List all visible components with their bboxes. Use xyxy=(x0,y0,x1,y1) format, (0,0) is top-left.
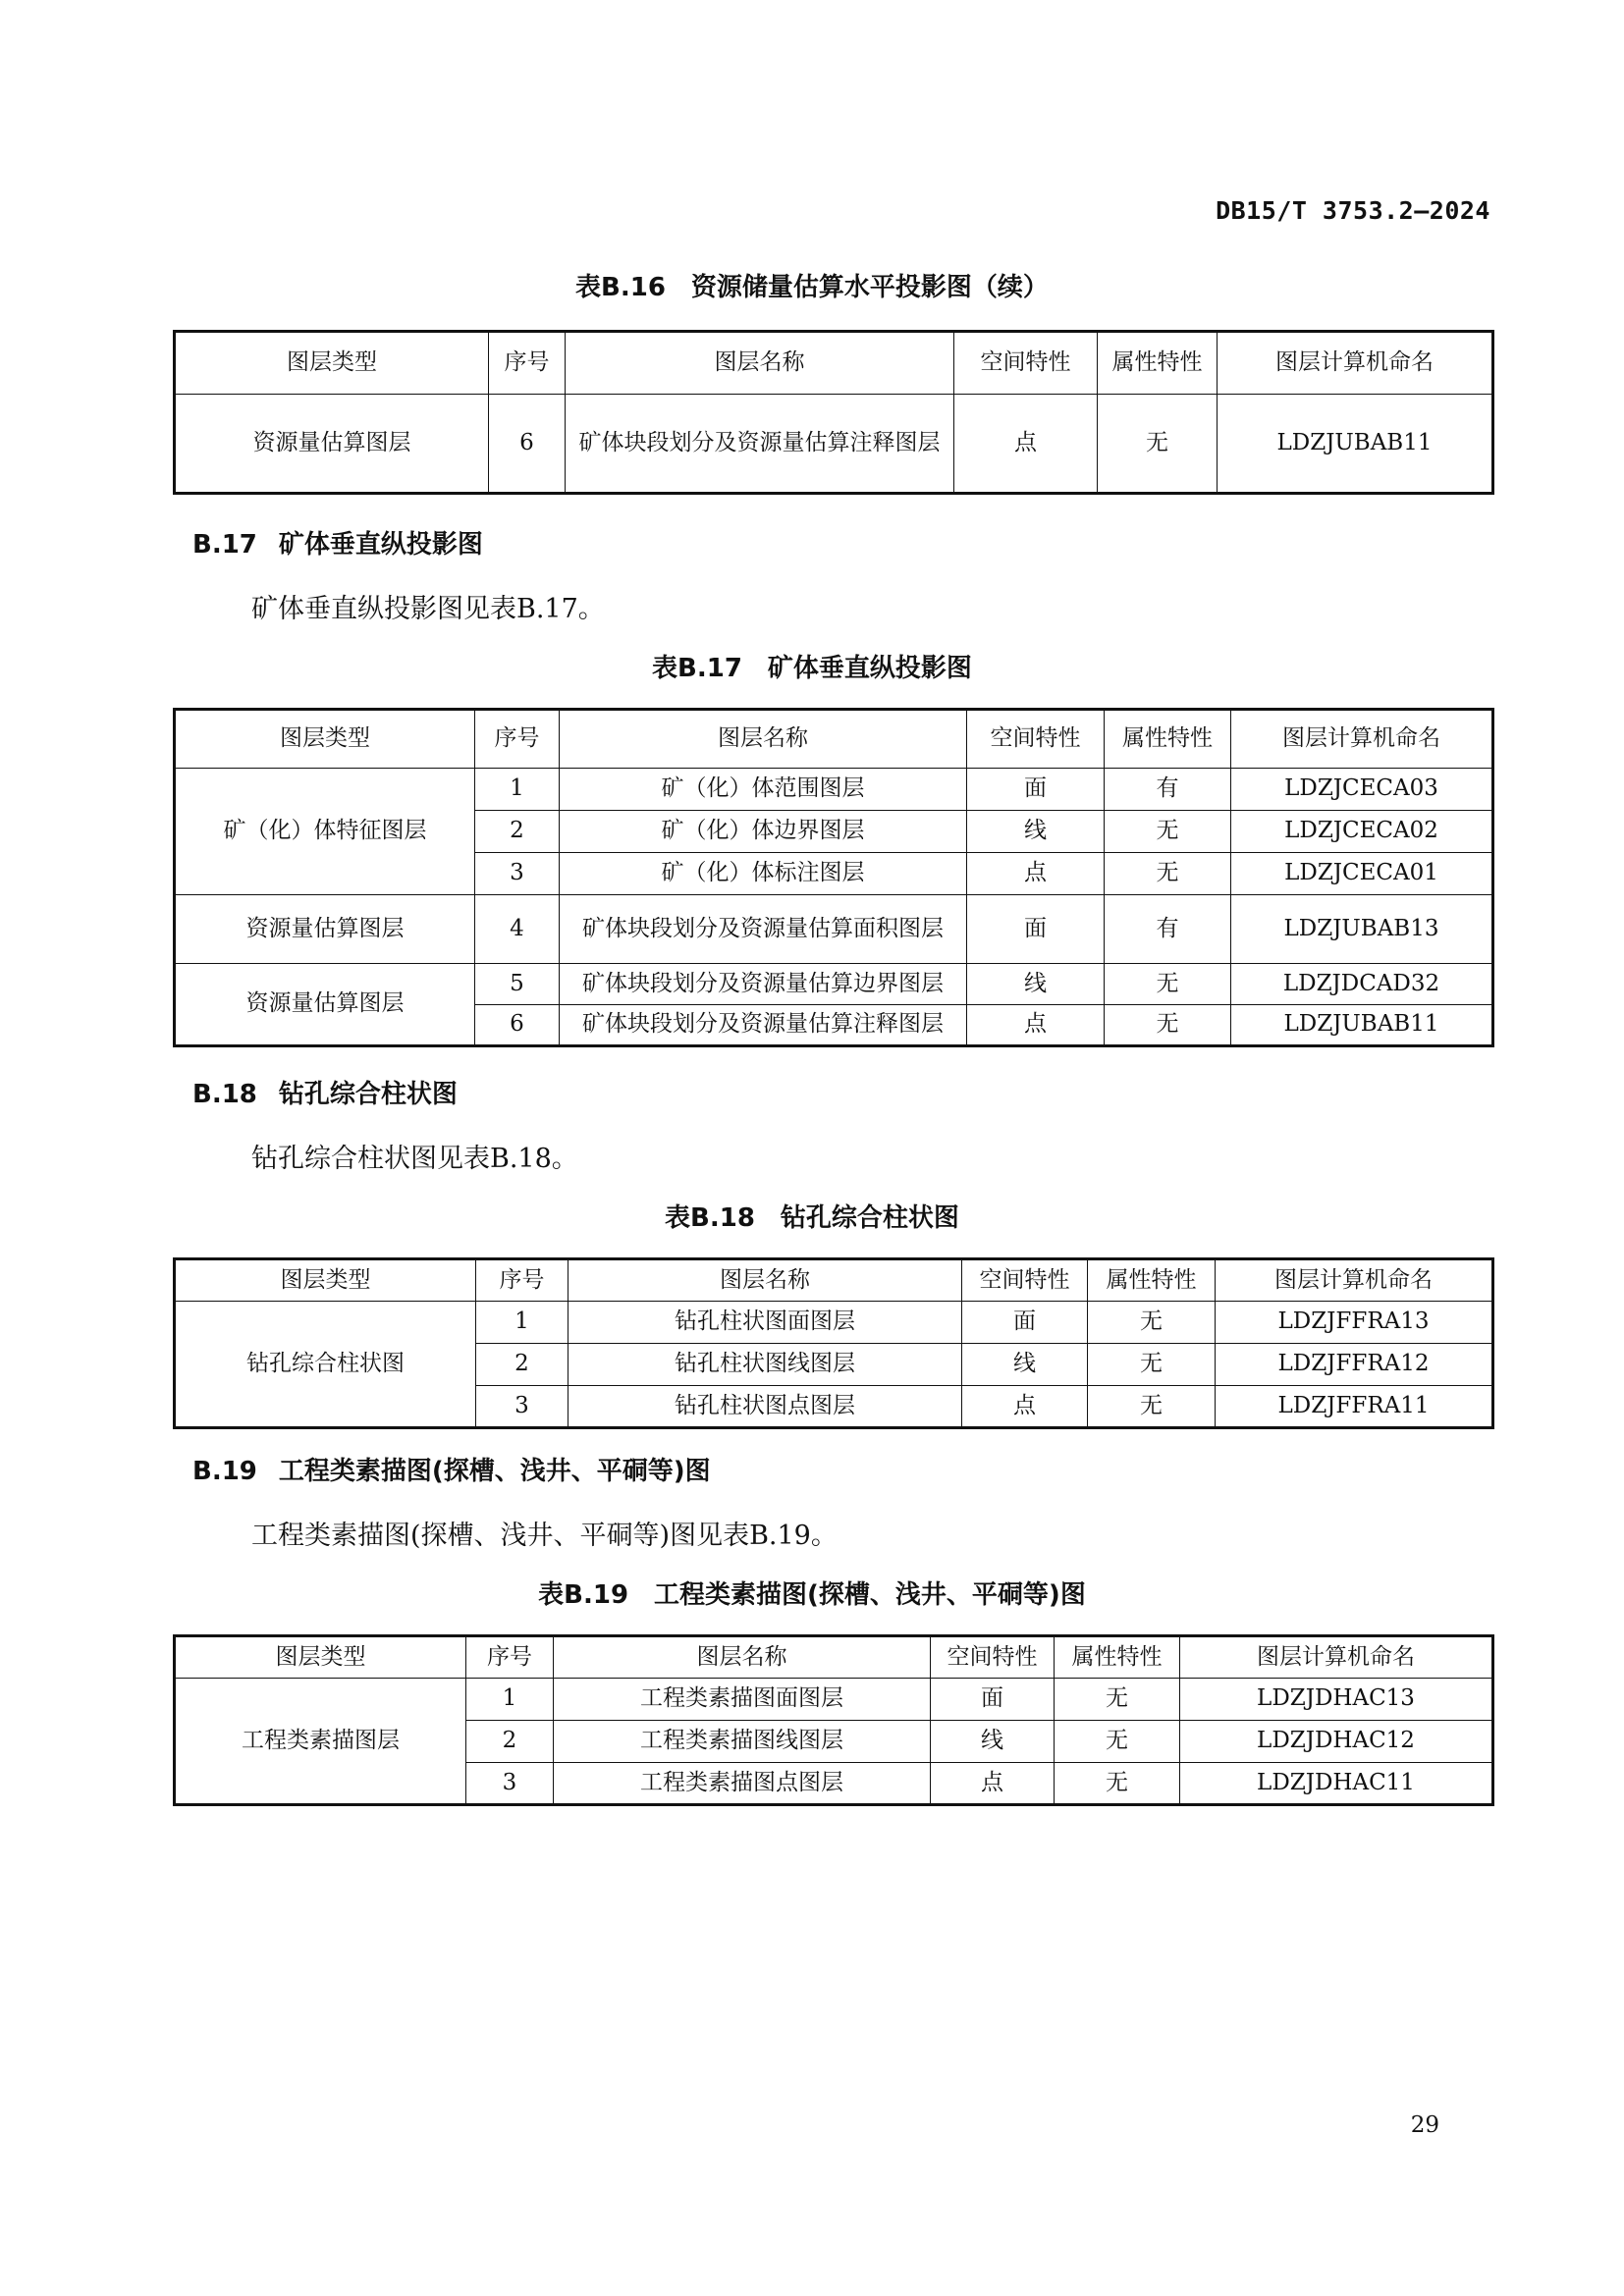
cell-attribute: 无 xyxy=(1055,1679,1180,1721)
cell-attribute: 无 xyxy=(1055,1763,1180,1805)
cell-seq: 3 xyxy=(466,1763,554,1805)
cell-computer-name: LDZJDHAC11 xyxy=(1180,1763,1493,1805)
header-computer-name: 图层计算机命名 xyxy=(1231,710,1493,769)
table-b19 xyxy=(173,1634,1494,1806)
cell-seq: 2 xyxy=(475,811,560,853)
cell-computer-name: LDZJDHAC13 xyxy=(1180,1679,1493,1721)
cell-computer-name: LDZJUBAB13 xyxy=(1231,895,1493,964)
cell-seq: 2 xyxy=(476,1344,568,1386)
header-spatial: 空间特性 xyxy=(954,332,1098,395)
cell-spatial: 线 xyxy=(962,1344,1088,1386)
header-spatial: 空间特性 xyxy=(967,710,1105,769)
cell-attribute: 无 xyxy=(1105,811,1231,853)
cell-spatial: 点 xyxy=(967,1005,1105,1046)
cell-attribute: 无 xyxy=(1088,1344,1216,1386)
table-header-row xyxy=(175,1636,1493,1679)
cell-layer-name: 工程类素描图线图层 xyxy=(554,1721,931,1763)
cell-seq: 3 xyxy=(476,1386,568,1428)
cell-layer-type: 资源量估算图层 xyxy=(175,895,475,964)
cell-attribute: 有 xyxy=(1105,769,1231,811)
section-b18-heading xyxy=(192,1074,458,1110)
header-computer-name: 图层计算机命名 xyxy=(1180,1636,1493,1679)
cell-layer-name: 钻孔柱状图点图层 xyxy=(568,1386,962,1428)
section-b19-paragraph: 工程类素描图(探槽、浅井、平硐等)图见表B.19。 xyxy=(251,1521,838,1551)
cell-layer-name: 工程类素描图面图层 xyxy=(554,1679,931,1721)
cell-layer-name: 矿体块段划分及资源量估算注释图层 xyxy=(566,395,954,494)
table-row xyxy=(175,769,1493,811)
section-b17-heading xyxy=(192,524,483,561)
cell-computer-name: LDZJCECA03 xyxy=(1231,769,1493,811)
header-seq: 序号 xyxy=(489,332,566,395)
section-b17-paragraph: 矿体垂直纵投影图见表B.17。 xyxy=(251,594,605,624)
table-b18 xyxy=(173,1257,1494,1429)
cell-spatial: 点 xyxy=(931,1763,1055,1805)
header-attribute: 属性特性 xyxy=(1098,332,1218,395)
cell-seq: 1 xyxy=(476,1302,568,1344)
table-header-row xyxy=(175,1259,1493,1302)
cell-attribute: 无 xyxy=(1055,1721,1180,1763)
header-spatial: 空间特性 xyxy=(931,1636,1055,1679)
cell-spatial: 点 xyxy=(954,395,1098,494)
cell-layer-type: 资源量估算图层 xyxy=(175,964,475,1046)
cell-computer-name: LDZJCECA01 xyxy=(1231,853,1493,895)
table-row xyxy=(175,964,1493,1005)
cell-seq: 6 xyxy=(475,1005,560,1046)
cell-layer-type: 钻孔综合柱状图 xyxy=(175,1302,476,1428)
section-number: B.19 xyxy=(192,1457,257,1486)
cell-seq: 1 xyxy=(475,769,560,811)
cell-computer-name: LDZJDHAC12 xyxy=(1180,1721,1493,1763)
cell-layer-name: 矿体块段划分及资源量估算边界图层 xyxy=(560,964,967,1005)
cell-spatial: 线 xyxy=(967,964,1105,1005)
cell-spatial: 线 xyxy=(967,811,1105,853)
section-title: 矿体垂直纵投影图 xyxy=(278,530,483,560)
table-row xyxy=(175,1302,1493,1344)
section-title: 工程类素描图(探槽、浅井、平硐等)图 xyxy=(278,1457,711,1486)
header-layer-name: 图层名称 xyxy=(568,1259,962,1302)
table-b17-caption: 表B.17 矿体垂直纵投影图 xyxy=(652,654,972,683)
cell-computer-name: LDZJFFRA12 xyxy=(1216,1344,1493,1386)
cell-attribute: 无 xyxy=(1105,853,1231,895)
cell-spatial: 点 xyxy=(967,853,1105,895)
table-b16-caption: 表B.16 资源储量估算水平投影图（续） xyxy=(575,273,1049,302)
cell-seq: 2 xyxy=(466,1721,554,1763)
cell-layer-type: 矿（化）体特征图层 xyxy=(175,769,475,895)
header-computer-name: 图层计算机命名 xyxy=(1218,332,1493,395)
cell-layer-type: 资源量估算图层 xyxy=(175,395,489,494)
cell-layer-name: 矿体块段划分及资源量估算面积图层 xyxy=(560,895,967,964)
header-computer-name: 图层计算机命名 xyxy=(1216,1259,1493,1302)
cell-seq: 3 xyxy=(475,853,560,895)
table-header-row xyxy=(175,710,1493,769)
table-header-row xyxy=(175,332,1493,395)
header-attribute: 属性特性 xyxy=(1105,710,1231,769)
header-attribute: 属性特性 xyxy=(1088,1259,1216,1302)
page-number: 29 xyxy=(1410,2112,1439,2138)
cell-layer-name: 钻孔柱状图面图层 xyxy=(568,1302,962,1344)
cell-seq: 5 xyxy=(475,964,560,1005)
cell-attribute: 无 xyxy=(1098,395,1218,494)
table-row xyxy=(175,895,1493,964)
cell-layer-name: 矿（化）体边界图层 xyxy=(560,811,967,853)
cell-seq: 6 xyxy=(489,395,566,494)
section-number: B.18 xyxy=(192,1080,257,1109)
table-row xyxy=(175,1679,1493,1721)
header-seq: 序号 xyxy=(475,710,560,769)
cell-attribute: 无 xyxy=(1105,964,1231,1005)
table-b16 xyxy=(173,330,1494,495)
cell-layer-name: 钻孔柱状图线图层 xyxy=(568,1344,962,1386)
header-layer-type: 图层类型 xyxy=(175,1259,476,1302)
cell-layer-name: 工程类素描图点图层 xyxy=(554,1763,931,1805)
cell-layer-type: 工程类素描图层 xyxy=(175,1679,466,1805)
cell-attribute: 有 xyxy=(1105,895,1231,964)
section-title: 钻孔综合柱状图 xyxy=(278,1080,458,1109)
header-seq: 序号 xyxy=(466,1636,554,1679)
cell-layer-name: 矿（化）体范围图层 xyxy=(560,769,967,811)
cell-seq: 4 xyxy=(475,895,560,964)
cell-attribute: 无 xyxy=(1088,1302,1216,1344)
cell-layer-name: 矿（化）体标注图层 xyxy=(560,853,967,895)
cell-computer-name: LDZJFFRA13 xyxy=(1216,1302,1493,1344)
cell-attribute: 无 xyxy=(1088,1386,1216,1428)
header-seq: 序号 xyxy=(476,1259,568,1302)
table-b18-caption: 表B.18 钻孔综合柱状图 xyxy=(665,1203,959,1233)
table-b19-caption: 表B.19 工程类素描图(探槽、浅井、平硐等)图 xyxy=(538,1580,1086,1610)
header-layer-name: 图层名称 xyxy=(560,710,967,769)
cell-spatial: 面 xyxy=(931,1679,1055,1721)
section-number: B.17 xyxy=(192,530,257,560)
cell-attribute: 无 xyxy=(1105,1005,1231,1046)
cell-computer-name: LDZJDCAD32 xyxy=(1231,964,1493,1005)
document-code: DB15/T 3753.2—2024 xyxy=(1216,196,1490,225)
header-layer-type: 图层类型 xyxy=(175,1636,466,1679)
cell-computer-name: LDZJFFRA11 xyxy=(1216,1386,1493,1428)
cell-layer-name: 矿体块段划分及资源量估算注释图层 xyxy=(560,1005,967,1046)
cell-spatial: 面 xyxy=(967,895,1105,964)
header-layer-type: 图层类型 xyxy=(175,332,489,395)
section-b18-paragraph: 钻孔综合柱状图见表B.18。 xyxy=(251,1144,578,1174)
cell-spatial: 面 xyxy=(962,1302,1088,1344)
header-layer-type: 图层类型 xyxy=(175,710,475,769)
cell-computer-name: LDZJUBAB11 xyxy=(1218,395,1493,494)
cell-seq: 1 xyxy=(466,1679,554,1721)
table-row xyxy=(175,395,1493,494)
cell-spatial: 面 xyxy=(967,769,1105,811)
cell-computer-name: LDZJCECA02 xyxy=(1231,811,1493,853)
cell-computer-name: LDZJUBAB11 xyxy=(1231,1005,1493,1046)
header-layer-name: 图层名称 xyxy=(554,1636,931,1679)
cell-spatial: 点 xyxy=(962,1386,1088,1428)
section-b19-heading xyxy=(192,1451,711,1487)
table-b17 xyxy=(173,708,1494,1047)
header-layer-name: 图层名称 xyxy=(566,332,954,395)
header-attribute: 属性特性 xyxy=(1055,1636,1180,1679)
cell-spatial: 线 xyxy=(931,1721,1055,1763)
header-spatial: 空间特性 xyxy=(962,1259,1088,1302)
